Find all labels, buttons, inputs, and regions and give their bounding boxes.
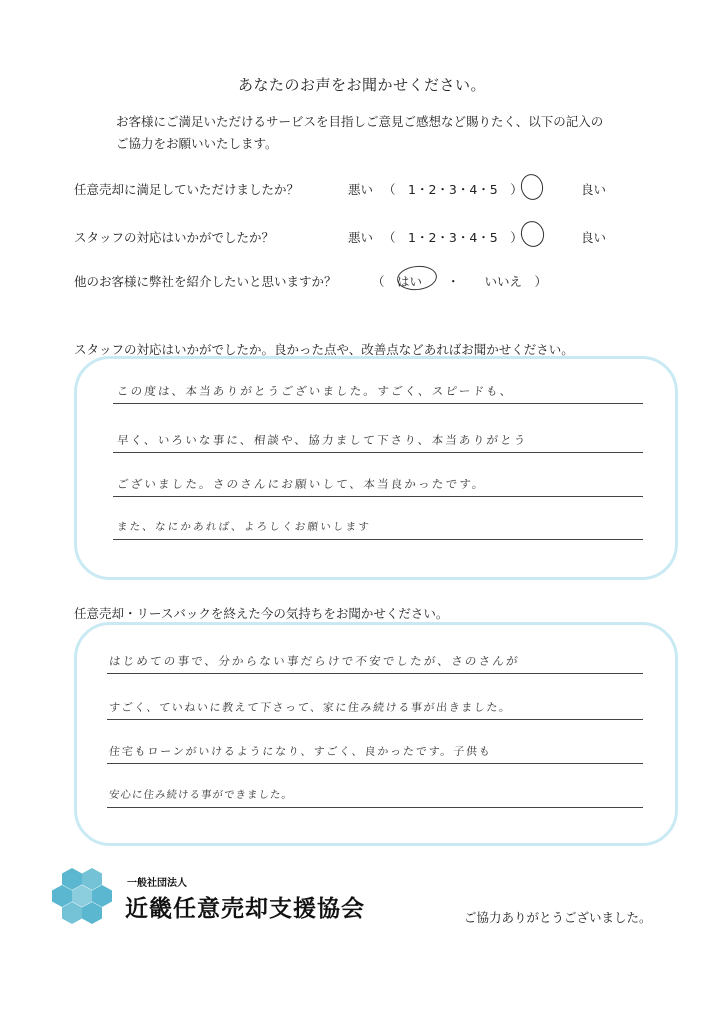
ruled-line	[107, 673, 643, 674]
org-name: 近畿任意売却支援協会	[125, 896, 365, 922]
question-1-high-label: 良い	[581, 182, 607, 197]
question-3-options: （ はい ・ いいえ ）	[372, 274, 548, 289]
question-1-scale: （ 1・2・3・4・5 ）	[383, 182, 523, 197]
ruled-line	[107, 763, 643, 764]
ruled-line	[107, 807, 643, 808]
comment-box-2	[74, 622, 678, 846]
question-1-low-label: 悪い	[348, 182, 374, 197]
handwritten-line: 安心に住み続ける事ができました。	[108, 789, 294, 801]
org-type: 一般社団法人	[127, 878, 187, 889]
question-2-label: スタッフの対応はいかがでしたか？	[74, 230, 275, 245]
section-1-heading: スタッフの対応はいかがでしたか。良かった点や、改善点などあればお聞かせください。	[74, 342, 574, 357]
ruled-line	[107, 719, 643, 720]
intro-line-1: お客様にご満足いただけるサービスを目指しご意見ご感想など賜りたく、以下の記入の	[116, 114, 604, 129]
hexagon-logo-icon	[50, 866, 114, 926]
question-1-label: 任意売却に満足していただけましたか？	[74, 182, 300, 197]
ruled-line	[113, 496, 643, 497]
handwritten-line: ございました。さのさんにお願いして、本当良かったです。	[116, 477, 487, 491]
ruled-line	[113, 539, 643, 540]
handwritten-line: 早く、いろいな事に、相談や、協力まして下さり、本当ありがとう	[116, 433, 529, 447]
ruled-line	[113, 452, 643, 453]
handwritten-line: すごく、ていねいに教えて下さって、家に住み続ける事が出きました。	[108, 701, 513, 714]
intro-text	[116, 111, 656, 155]
comment-box-1	[74, 356, 678, 580]
intro-line-2: ご協力をお願いいたします。	[116, 136, 278, 151]
question-2-high-label: 良い	[581, 230, 607, 245]
thanks-message: ご協力ありがとうございました。	[464, 910, 652, 925]
ruled-line	[113, 403, 643, 404]
page-title: あなたのお声をお聞かせください。	[237, 76, 486, 94]
question-2-scale: （ 1・2・3・4・5 ）	[383, 230, 523, 245]
handwritten-line: 住宅もローンがいけるようになり、すごく、良かったです。子供も	[108, 745, 493, 758]
section-2-heading: 任意売却・リースバックを終えた今の気持ちをお聞かせください。	[74, 606, 449, 621]
handwritten-line: また、なにかあれば、よろしくお願いします	[116, 521, 372, 533]
question-2-low-label: 悪い	[348, 230, 374, 245]
handwritten-line: はじめての事で、分からない事だらけで不安でしたが、さのさんが	[108, 654, 521, 668]
question-3-label: 他のお客様に弊社を紹介したいと思いますか？	[74, 274, 337, 289]
handwritten-line: この度は、本当ありがとうございました。すごく、スピードも、	[116, 384, 515, 398]
